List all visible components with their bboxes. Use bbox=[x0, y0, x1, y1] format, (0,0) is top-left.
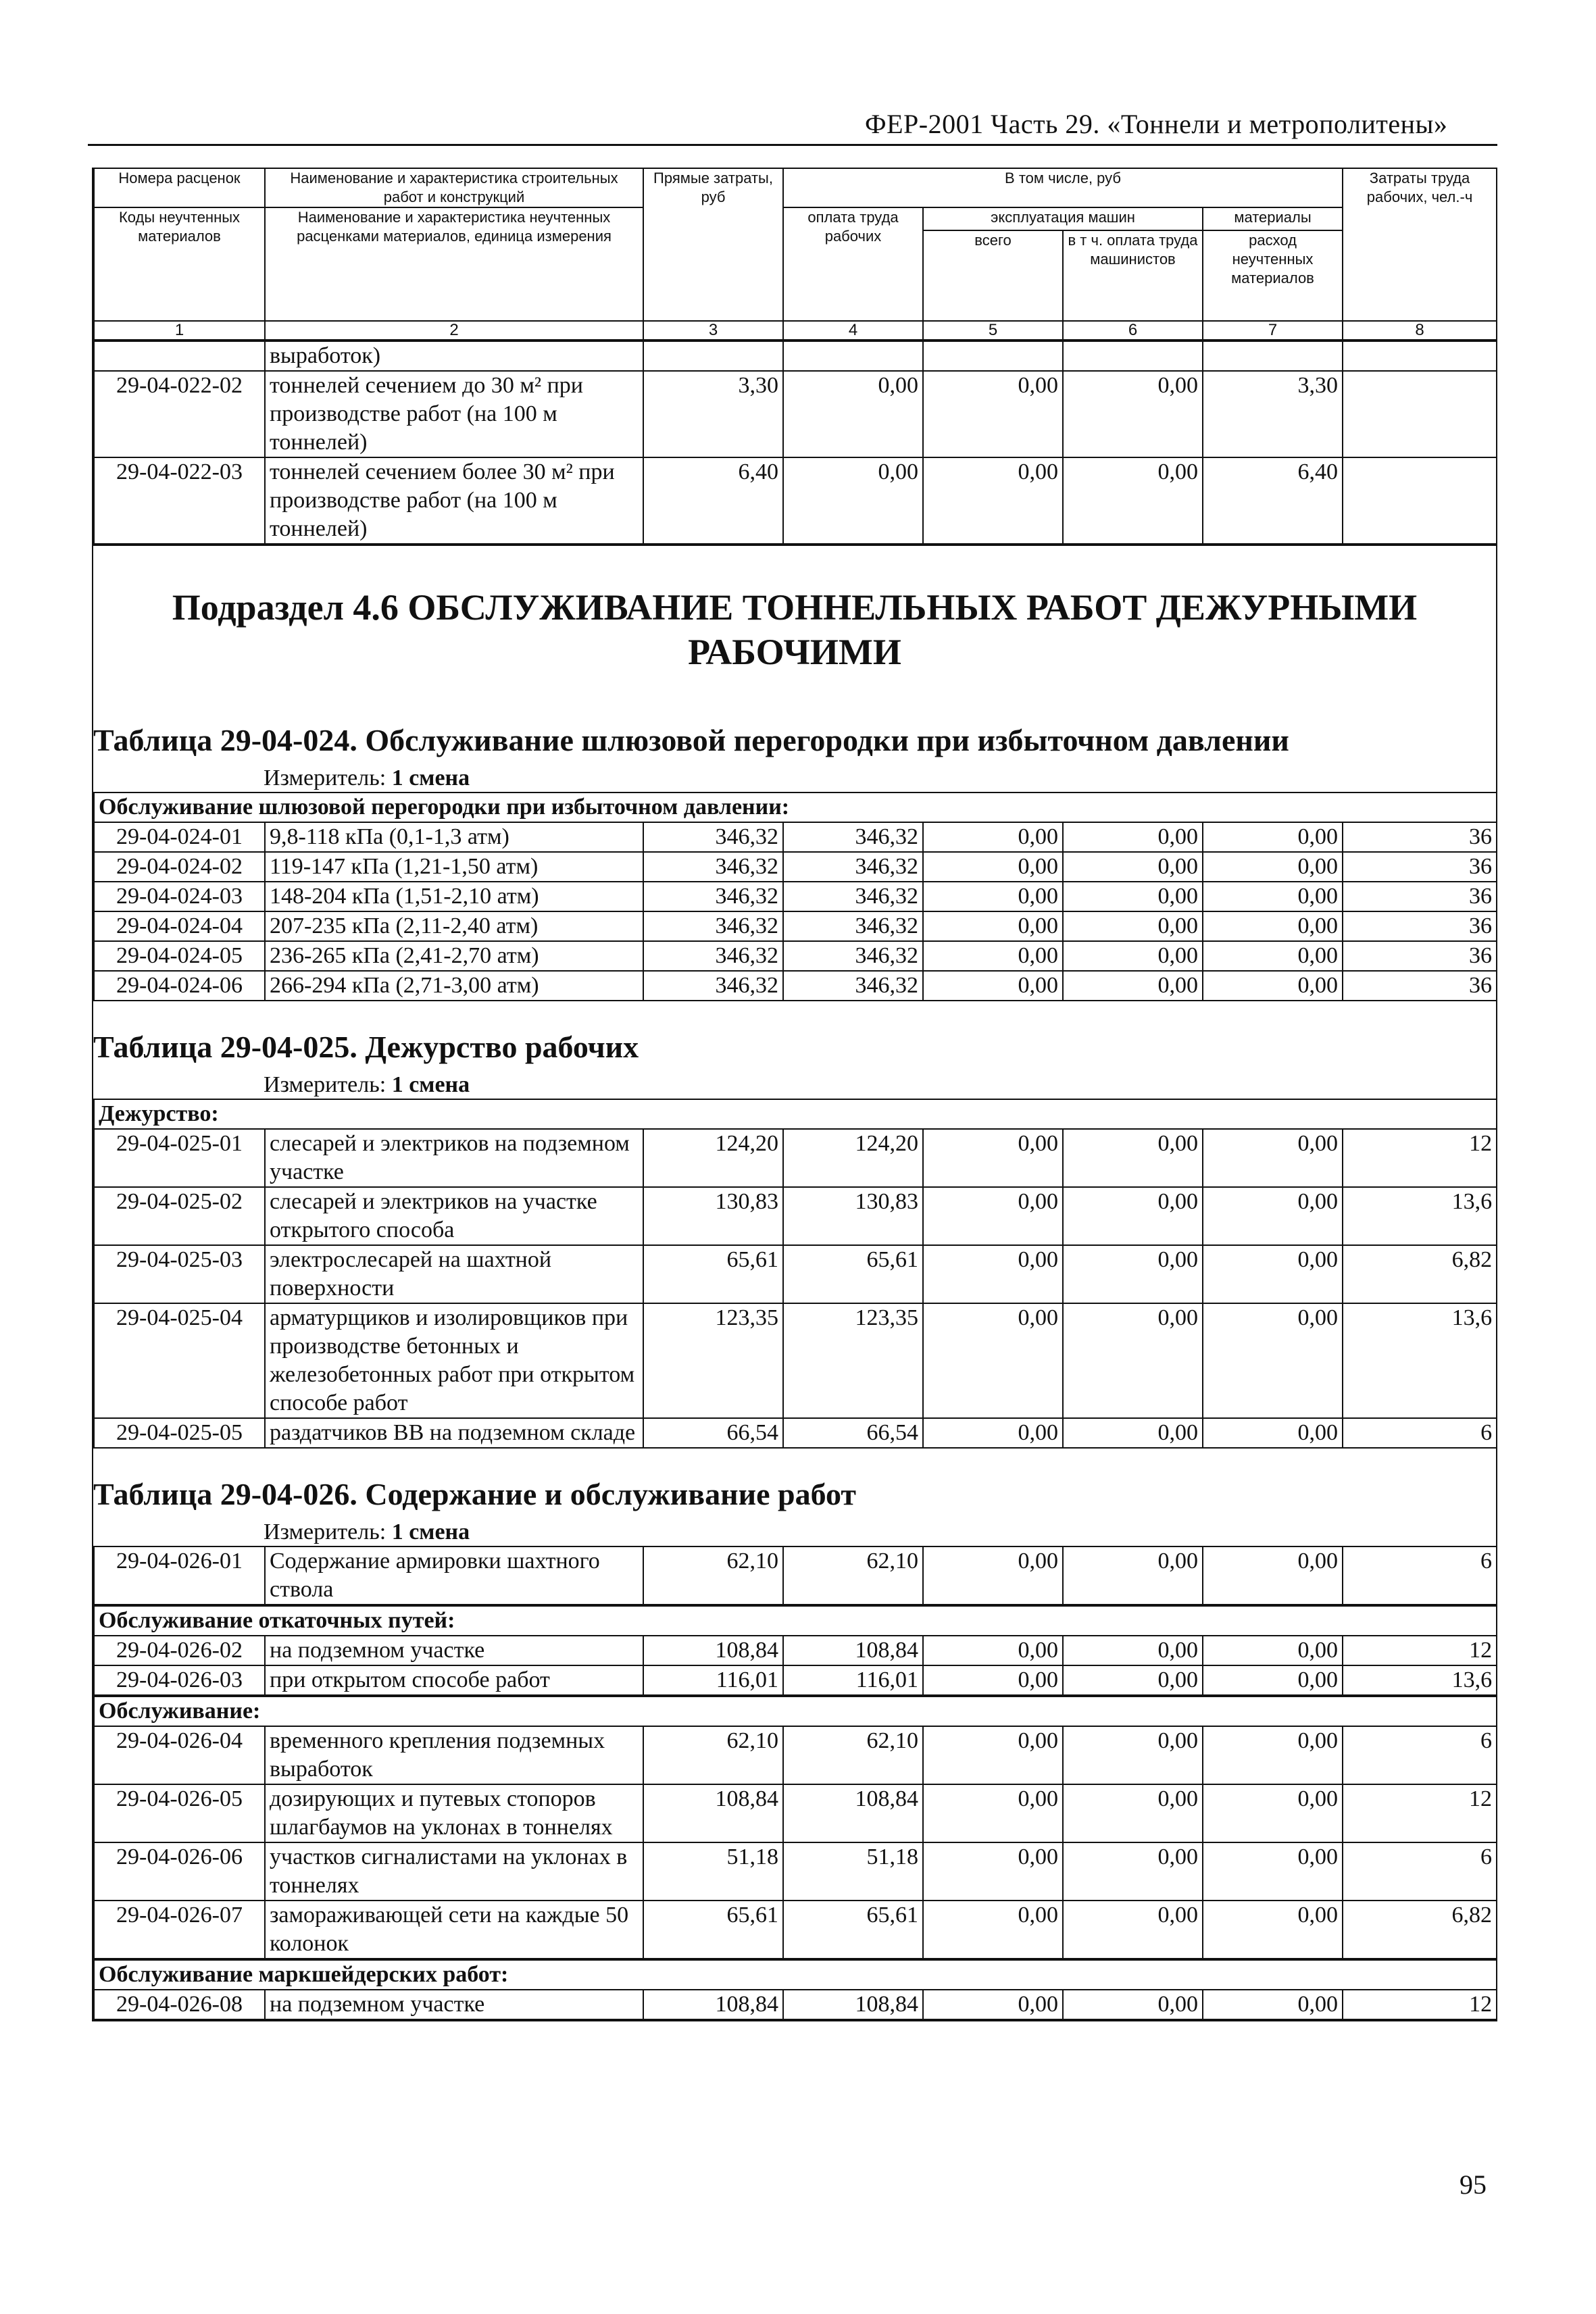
labor-hours-value: 13,6 bbox=[1343, 1187, 1497, 1245]
labor-hours-value: 6,82 bbox=[1343, 1901, 1497, 1959]
rate-code: 29-04-025-01 bbox=[94, 1129, 265, 1187]
direct-costs-value: 108,84 bbox=[643, 1990, 783, 2019]
direct-costs-value: 346,32 bbox=[643, 911, 783, 941]
column-number: 6 bbox=[1063, 321, 1203, 340]
machines-total-value: 0,00 bbox=[923, 1784, 1063, 1842]
group-title: Обслуживание шлюзовой перегородки при избыточном давлении: bbox=[94, 793, 1497, 822]
table-row bbox=[94, 1418, 1497, 1448]
group-title-row bbox=[94, 793, 1497, 822]
operator-pay-value: 0,00 bbox=[1063, 371, 1203, 457]
operator-pay-value: 0,00 bbox=[1063, 971, 1203, 1001]
rate-code: 29-04-022-02 bbox=[94, 371, 265, 457]
direct-costs-value: 51,18 bbox=[643, 1842, 783, 1901]
direct-costs-value: 346,32 bbox=[643, 822, 783, 852]
table-row bbox=[94, 822, 1497, 852]
materials-value: 0,00 bbox=[1203, 1665, 1343, 1695]
materials-value: 3,30 bbox=[1203, 371, 1343, 457]
meter-value: 1 смена bbox=[391, 1519, 470, 1544]
operator-pay-value: 0,00 bbox=[1063, 457, 1203, 544]
rates-table-024 bbox=[93, 792, 1497, 1001]
worker-pay-value: 346,32 bbox=[783, 852, 923, 882]
operator-pay-value: 0,00 bbox=[1063, 852, 1203, 882]
operator-pay-value: 0,00 bbox=[1063, 1245, 1203, 1303]
operator-pay-value: 0,00 bbox=[1063, 1546, 1203, 1605]
materials-value: 0,00 bbox=[1203, 822, 1343, 852]
rates-sheet bbox=[92, 168, 1497, 2021]
labor-hours-value: 12 bbox=[1343, 1636, 1497, 1665]
labor-hours-value: 36 bbox=[1343, 911, 1497, 941]
operator-pay-value: 0,00 bbox=[1063, 911, 1203, 941]
meter-label: Измеритель: bbox=[264, 1519, 386, 1544]
rate-code: 29-04-024-01 bbox=[94, 822, 265, 852]
worker-pay-value: 62,10 bbox=[783, 1546, 923, 1605]
meter-025 bbox=[93, 1072, 1496, 1099]
worker-pay-value: 130,83 bbox=[783, 1187, 923, 1245]
direct-costs-value: 116,01 bbox=[643, 1665, 783, 1695]
worker-pay-value: 346,32 bbox=[783, 882, 923, 911]
table-row bbox=[94, 1303, 1497, 1418]
column-number: 1 bbox=[94, 321, 265, 340]
machines-total-value: 0,00 bbox=[923, 911, 1063, 941]
header-materials: материалы bbox=[1203, 207, 1343, 230]
machines-total-value: 0,00 bbox=[923, 1726, 1063, 1784]
rate-code: 29-04-024-05 bbox=[94, 941, 265, 971]
rate-code: 29-04-024-02 bbox=[94, 852, 265, 882]
machines-total-value: 0,00 bbox=[923, 1842, 1063, 1901]
table-row bbox=[94, 882, 1497, 911]
table-row bbox=[94, 341, 1497, 371]
rate-code: 29-04-024-06 bbox=[94, 971, 265, 1001]
worker-pay-value bbox=[783, 341, 923, 371]
work-description: участков сигналистами на уклонах в тоннелях bbox=[265, 1842, 643, 1901]
worker-pay-value: 108,84 bbox=[783, 1784, 923, 1842]
column-number: 5 bbox=[923, 321, 1063, 340]
direct-costs-value: 108,84 bbox=[643, 1784, 783, 1842]
rate-code: 29-04-025-03 bbox=[94, 1245, 265, 1303]
header-rule bbox=[88, 144, 1497, 146]
worker-pay-value: 108,84 bbox=[783, 1636, 923, 1665]
column-number: 2 bbox=[265, 321, 643, 340]
group-title: Обслуживание: bbox=[94, 1696, 1497, 1726]
column-number: 4 bbox=[783, 321, 923, 340]
worker-pay-value: 0,00 bbox=[783, 457, 923, 544]
rate-code: 29-04-025-05 bbox=[94, 1418, 265, 1448]
operator-pay-value bbox=[1063, 341, 1203, 371]
operator-pay-value: 0,00 bbox=[1063, 1418, 1203, 1448]
work-description: 9,8-118 кПа (0,1-1,3 атм) bbox=[265, 822, 643, 852]
work-description: на подземном участке bbox=[265, 1990, 643, 2019]
worker-pay-value: 346,32 bbox=[783, 941, 923, 971]
rate-code: 29-04-026-04 bbox=[94, 1726, 265, 1784]
column-number: 3 bbox=[643, 321, 783, 340]
worker-pay-value: 123,35 bbox=[783, 1303, 923, 1418]
worker-pay-value: 65,61 bbox=[783, 1245, 923, 1303]
work-description: раздатчиков ВВ на подземном складе bbox=[265, 1418, 643, 1448]
rate-code: 29-04-026-03 bbox=[94, 1665, 265, 1695]
table-row bbox=[94, 1245, 1497, 1303]
work-description: электрослесарей на шахтной поверхности bbox=[265, 1245, 643, 1303]
operator-pay-value: 0,00 bbox=[1063, 1726, 1203, 1784]
rates-table-025 bbox=[93, 1099, 1497, 1449]
header-material-codes: Коды неучтенных материалов bbox=[94, 207, 265, 321]
direct-costs-value: 108,84 bbox=[643, 1636, 783, 1665]
rate-code: 29-04-022-03 bbox=[94, 457, 265, 544]
direct-costs-value: 65,61 bbox=[643, 1901, 783, 1959]
machines-total-value: 0,00 bbox=[923, 1245, 1063, 1303]
direct-costs-value bbox=[643, 341, 783, 371]
direct-costs-value: 346,32 bbox=[643, 852, 783, 882]
rate-code bbox=[94, 341, 265, 371]
table-row bbox=[94, 1636, 1497, 1665]
materials-value: 0,00 bbox=[1203, 1129, 1343, 1187]
rates-table-026-maintenance bbox=[93, 1696, 1497, 1959]
direct-costs-value: 66,54 bbox=[643, 1418, 783, 1448]
labor-hours-value: 6 bbox=[1343, 1726, 1497, 1784]
materials-value: 6,40 bbox=[1203, 457, 1343, 544]
table-row bbox=[94, 1842, 1497, 1901]
rate-code: 29-04-026-06 bbox=[94, 1842, 265, 1901]
operator-pay-value: 0,00 bbox=[1063, 1303, 1203, 1418]
table-row bbox=[94, 941, 1497, 971]
work-description: дозирующих и путевых стопоров шлагбаумов на уклонах в тоннелях bbox=[265, 1784, 643, 1842]
materials-value: 0,00 bbox=[1203, 1546, 1343, 1605]
rates-table-026-haulage bbox=[93, 1605, 1497, 1696]
labor-hours-value: 12 bbox=[1343, 1990, 1497, 2019]
page-number: 95 bbox=[1460, 2169, 1487, 2200]
direct-costs-value: 6,40 bbox=[643, 457, 783, 544]
rate-code: 29-04-026-07 bbox=[94, 1901, 265, 1959]
materials-value: 0,00 bbox=[1203, 1726, 1343, 1784]
direct-costs-value: 65,61 bbox=[643, 1245, 783, 1303]
direct-costs-value: 62,10 bbox=[643, 1546, 783, 1605]
group-title: Обслуживание откаточных путей: bbox=[94, 1606, 1497, 1636]
materials-value: 0,00 bbox=[1203, 971, 1343, 1001]
worker-pay-value: 62,10 bbox=[783, 1726, 923, 1784]
materials-value: 0,00 bbox=[1203, 1418, 1343, 1448]
machines-total-value: 0,00 bbox=[923, 971, 1063, 1001]
labor-hours-value bbox=[1343, 341, 1497, 371]
table-row bbox=[94, 1990, 1497, 2019]
labor-hours-value: 36 bbox=[1343, 941, 1497, 971]
table-row bbox=[94, 1901, 1497, 1959]
worker-pay-value: 65,61 bbox=[783, 1901, 923, 1959]
machines-total-value: 0,00 bbox=[923, 1187, 1063, 1245]
labor-hours-value: 6 bbox=[1343, 1842, 1497, 1901]
labor-hours-value bbox=[1343, 371, 1497, 457]
rates-table-026-survey bbox=[93, 1959, 1497, 2020]
labor-hours-value: 6 bbox=[1343, 1546, 1497, 1605]
work-description: 207-235 кПа (2,11-2,40 атм) bbox=[265, 911, 643, 941]
machines-total-value: 0,00 bbox=[923, 941, 1063, 971]
meter-024 bbox=[93, 765, 1496, 792]
header-worker-pay: оплата труда рабочих bbox=[783, 207, 923, 321]
operator-pay-value: 0,00 bbox=[1063, 1665, 1203, 1695]
group-title-row bbox=[94, 1696, 1497, 1726]
materials-value: 0,00 bbox=[1203, 1636, 1343, 1665]
work-description: выработок) bbox=[265, 341, 643, 371]
direct-costs-value: 3,30 bbox=[643, 371, 783, 457]
direct-costs-value: 130,83 bbox=[643, 1187, 783, 1245]
machines-total-value: 0,00 bbox=[923, 1129, 1063, 1187]
operator-pay-value: 0,00 bbox=[1063, 1842, 1203, 1901]
labor-hours-value: 12 bbox=[1343, 1784, 1497, 1842]
table-title-026: Таблица 29-04-026. Содержание и обслуживание работ bbox=[93, 1477, 856, 1511]
operator-pay-value: 0,00 bbox=[1063, 1901, 1203, 1959]
materials-value: 0,00 bbox=[1203, 941, 1343, 971]
worker-pay-value: 346,32 bbox=[783, 971, 923, 1001]
rate-code: 29-04-026-02 bbox=[94, 1636, 265, 1665]
direct-costs-value: 62,10 bbox=[643, 1726, 783, 1784]
materials-value: 0,00 bbox=[1203, 1842, 1343, 1901]
table-row bbox=[94, 1665, 1497, 1695]
work-description: 119-147 кПа (1,21-1,50 атм) bbox=[265, 852, 643, 882]
group-title-row bbox=[94, 1099, 1497, 1129]
rate-code: 29-04-026-01 bbox=[94, 1546, 265, 1605]
running-header: ФЕР-2001 Часть 29. «Тоннели и метрополитены» bbox=[865, 109, 1448, 139]
header-material-names: Наименование и характеристика неучтенных расценками материалов, единица измерения bbox=[265, 207, 643, 321]
worker-pay-value: 0,00 bbox=[783, 371, 923, 457]
meter-value: 1 смена bbox=[391, 1072, 470, 1097]
work-description: при открытом способе работ bbox=[265, 1665, 643, 1695]
work-description: 236-265 кПа (2,41-2,70 атм) bbox=[265, 941, 643, 971]
header-direct-costs: Прямые затраты, руб bbox=[643, 168, 783, 321]
labor-hours-value: 36 bbox=[1343, 971, 1497, 1001]
worker-pay-value: 66,54 bbox=[783, 1418, 923, 1448]
labor-hours-value: 36 bbox=[1343, 852, 1497, 882]
operator-pay-value: 0,00 bbox=[1063, 1129, 1203, 1187]
machines-total-value: 0,00 bbox=[923, 822, 1063, 852]
worker-pay-value: 346,32 bbox=[783, 911, 923, 941]
column-number: 7 bbox=[1203, 321, 1343, 340]
materials-value: 0,00 bbox=[1203, 1187, 1343, 1245]
work-description: замораживающей сети на каждые 50 колонок bbox=[265, 1901, 643, 1959]
machines-total-value: 0,00 bbox=[923, 1418, 1063, 1448]
meter-value: 1 смена bbox=[391, 765, 470, 790]
header-work-name: Наименование и характеристика строительных работ и конструкций bbox=[265, 168, 643, 207]
labor-hours-value: 6 bbox=[1343, 1418, 1497, 1448]
direct-costs-value: 346,32 bbox=[643, 941, 783, 971]
header-machines-total: всего bbox=[923, 230, 1063, 321]
work-description: Содержание армировки шахтного ствола bbox=[265, 1546, 643, 1605]
worker-pay-value: 346,32 bbox=[783, 822, 923, 852]
table-title-025: Таблица 29-04-025. Дежурство рабочих bbox=[93, 1030, 639, 1064]
operator-pay-value: 0,00 bbox=[1063, 882, 1203, 911]
meter-label: Измеритель: bbox=[264, 765, 386, 790]
machines-total-value: 0,00 bbox=[923, 882, 1063, 911]
direct-costs-value: 124,20 bbox=[643, 1129, 783, 1187]
header-operator-pay: в т ч. оплата труда машинистов bbox=[1063, 230, 1203, 321]
table-row bbox=[94, 457, 1497, 544]
column-number: 8 bbox=[1343, 321, 1497, 340]
table-row bbox=[94, 1187, 1497, 1245]
table-row bbox=[94, 371, 1497, 457]
materials-value: 0,00 bbox=[1203, 911, 1343, 941]
work-description: арматурщиков и изолировщиков при производстве бетонных и железобетонных работ при открытом способе работ bbox=[265, 1303, 643, 1418]
header-material-usage: расход неучтенных материалов bbox=[1203, 230, 1343, 321]
table-row bbox=[94, 1546, 1497, 1605]
header-labor-costs: Затраты труда рабочих, чел.-ч bbox=[1343, 168, 1497, 321]
machines-total-value: 0,00 bbox=[923, 1665, 1063, 1695]
rates-table-026 bbox=[93, 1546, 1497, 1605]
operator-pay-value: 0,00 bbox=[1063, 1636, 1203, 1665]
worker-pay-value: 51,18 bbox=[783, 1842, 923, 1901]
continued-rates-table bbox=[93, 341, 1497, 545]
operator-pay-value: 0,00 bbox=[1063, 1990, 1203, 2019]
subsection-title: Подраздел 4.6 ОБСЛУЖИВАНИЕ ТОННЕЛЬНЫХ РАБОТ ДЕЖУРНЫМИ РАБОЧИМИ bbox=[93, 545, 1496, 695]
work-description: тоннелей сечением более 30 м² при производстве работ (на 100 м тоннелей) bbox=[265, 457, 643, 544]
work-description: слесарей и электриков на участке открытого способа bbox=[265, 1187, 643, 1245]
labor-hours-value: 12 bbox=[1343, 1129, 1497, 1187]
labor-hours-value: 13,6 bbox=[1343, 1303, 1497, 1418]
labor-hours-value: 13,6 bbox=[1343, 1665, 1497, 1695]
meter-label: Измеритель: bbox=[264, 1072, 386, 1097]
machines-total-value: 0,00 bbox=[923, 1990, 1063, 2019]
operator-pay-value: 0,00 bbox=[1063, 1187, 1203, 1245]
worker-pay-value: 108,84 bbox=[783, 1990, 923, 2019]
rate-code: 29-04-025-02 bbox=[94, 1187, 265, 1245]
meter-026 bbox=[93, 1519, 1496, 1546]
rate-code: 29-04-024-03 bbox=[94, 882, 265, 911]
operator-pay-value: 0,00 bbox=[1063, 1784, 1203, 1842]
machines-total-value: 0,00 bbox=[923, 371, 1063, 457]
work-description: временного крепления подземных выработок bbox=[265, 1726, 643, 1784]
materials-value: 0,00 bbox=[1203, 1245, 1343, 1303]
materials-value: 0,00 bbox=[1203, 1990, 1343, 2019]
labor-hours-value bbox=[1343, 457, 1497, 544]
machines-total-value: 0,00 bbox=[923, 1546, 1063, 1605]
worker-pay-value: 116,01 bbox=[783, 1665, 923, 1695]
direct-costs-value: 346,32 bbox=[643, 971, 783, 1001]
column-header-table bbox=[93, 168, 1497, 341]
work-description: 148-204 кПа (1,51-2,10 атм) bbox=[265, 882, 643, 911]
table-row bbox=[94, 852, 1497, 882]
labor-hours-value: 36 bbox=[1343, 882, 1497, 911]
machines-total-value: 0,00 bbox=[923, 852, 1063, 882]
materials-value: 0,00 bbox=[1203, 852, 1343, 882]
header-rate-number: Номера расценок bbox=[94, 168, 265, 207]
table-row bbox=[94, 1726, 1497, 1784]
machines-total-value: 0,00 bbox=[923, 1636, 1063, 1665]
table-row bbox=[94, 911, 1497, 941]
materials-value bbox=[1203, 341, 1343, 371]
work-description: 266-294 кПа (2,71-3,00 атм) bbox=[265, 971, 643, 1001]
materials-value: 0,00 bbox=[1203, 1901, 1343, 1959]
header-in-total: В том числе, руб bbox=[783, 168, 1343, 207]
table-row bbox=[94, 1129, 1497, 1187]
rate-code: 29-04-025-04 bbox=[94, 1303, 265, 1418]
materials-value: 0,00 bbox=[1203, 882, 1343, 911]
table-row bbox=[94, 1784, 1497, 1842]
operator-pay-value: 0,00 bbox=[1063, 822, 1203, 852]
table-title-024: Таблица 29-04-024. Обслуживание шлюзовой перегородки при избыточном давлении bbox=[93, 723, 1289, 757]
labor-hours-value: 6,82 bbox=[1343, 1245, 1497, 1303]
work-description: тоннелей сечением до 30 м² при производстве работ (на 100 м тоннелей) bbox=[265, 371, 643, 457]
materials-value: 0,00 bbox=[1203, 1303, 1343, 1418]
work-description: на подземном участке bbox=[265, 1636, 643, 1665]
rate-code: 29-04-026-05 bbox=[94, 1784, 265, 1842]
header-machines: эксплуатация машин bbox=[923, 207, 1203, 230]
work-description: слесарей и электриков на подземном участке bbox=[265, 1129, 643, 1187]
machines-total-value bbox=[923, 341, 1063, 371]
rate-code: 29-04-024-04 bbox=[94, 911, 265, 941]
group-title: Обслуживание маркшейдерских работ: bbox=[94, 1960, 1497, 1990]
rate-code: 29-04-026-08 bbox=[94, 1990, 265, 2019]
table-row bbox=[94, 971, 1497, 1001]
direct-costs-value: 346,32 bbox=[643, 882, 783, 911]
operator-pay-value: 0,00 bbox=[1063, 941, 1203, 971]
machines-total-value: 0,00 bbox=[923, 1901, 1063, 1959]
machines-total-value: 0,00 bbox=[923, 457, 1063, 544]
labor-hours-value: 36 bbox=[1343, 822, 1497, 852]
group-title-row bbox=[94, 1606, 1497, 1636]
materials-value: 0,00 bbox=[1203, 1784, 1343, 1842]
direct-costs-value: 123,35 bbox=[643, 1303, 783, 1418]
worker-pay-value: 124,20 bbox=[783, 1129, 923, 1187]
group-title-row bbox=[94, 1960, 1497, 1990]
group-title: Дежурство: bbox=[94, 1099, 1497, 1129]
machines-total-value: 0,00 bbox=[923, 1303, 1063, 1418]
